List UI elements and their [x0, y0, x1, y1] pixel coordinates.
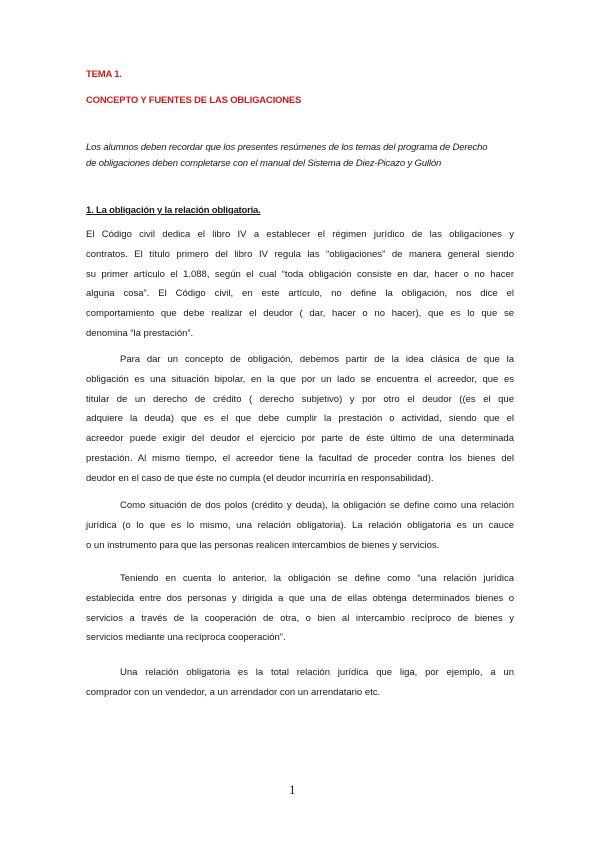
paragraph-line: obligación es una situación bipolar, en la que por un lado se encuentra el acreedor, que es: [86, 373, 514, 385]
note-line: Los alumnos deben recordar que los presentes resúmenes de los temas del programa de Derecho: [86, 142, 488, 153]
paragraph-line: Como situación de dos polos (crédito y deuda), la obligación se define como una relación: [120, 500, 514, 511]
paragraph-line: comportamiento que debe realizar el deudor ( dar, hacer o no hacer), que es lo que se: [86, 308, 514, 320]
paragraph-line: denomina “la prestación”.: [86, 327, 194, 339]
document-subtitle: CONCEPTO Y FUENTES DE LAS OBLIGACIONES: [86, 95, 302, 106]
paragraph-line: comprador con un vendedor, a un arrendador con un arrendatario etc.: [86, 686, 381, 698]
paragraph-line: servicios mediante una recíproca cooperación”.: [86, 632, 286, 644]
paragraph: [86, 353, 514, 492]
paragraph-line: deudor en el caso de que éste no cumpla (el deudor incurriría en responsabilidad).: [86, 472, 434, 484]
paragraph-line: contratos. El título primero del libro IV regula las “obligaciones” de manera general siendo: [86, 248, 514, 260]
paragraph-line: prestación. Al mismo tiempo, el acreedor tiene la facultad de proceder contra los bienes del: [86, 452, 514, 464]
paragraph-line: establecida entre dos personas y dirigida a que una de ellas obtenga determinados bienes o: [86, 592, 514, 604]
paragraph-line: adquiere la deuda) que es el que debe cumplir la prestación o actividad, siendo que el: [86, 413, 514, 425]
paragraph: [86, 666, 514, 706]
paragraph: [86, 228, 514, 347]
paragraph: [86, 499, 514, 558]
page-number: 1: [289, 782, 296, 797]
note-line: de obligaciones deben completarse con el manual del Sistema de Diez-Picazo y Gullón: [86, 158, 442, 169]
paragraph-line: Teniendo en cuenta lo anterior, la obligación se define como “una relación jurídica: [120, 573, 514, 584]
paragraph-line: acreedor puede exigir del deudor el ejercicio por parte de éste último de una determinada: [86, 433, 514, 445]
paragraph-line: servicios a través de la cooperación de otra, o bien al intercambio recíproco de bienes y: [86, 612, 514, 624]
paragraph-line: Para dar un concepto de obligación, debemos partir de la idea clásica de que la: [120, 354, 514, 365]
section-heading: 1. La obligación y la relación obligatoria.: [86, 205, 261, 216]
paragraph-line: su primer artículo el 1.088, según el cual “toda obligación consiste en dar, hacer o no hacer: [86, 268, 514, 280]
paragraph-line: El Código civil dedica el libro IV a establecer el régimen jurídico de las obligaciones y: [86, 229, 514, 240]
paragraph-line: Una relación obligatoria es la total relación jurídica que liga, por ejemplo, a un: [120, 667, 514, 678]
paragraph-line: alguna cosa”. El Código civil, en este artículo, no define la obligación, nos dice el: [86, 288, 514, 300]
paragraph-line: jurídica (o lo que es lo mismo, una relación obligatoria). La relación obligatoria es un cauce: [86, 519, 514, 531]
paragraph-line: titular de un derecho de crédito ( derecho subjetivo) y por otro el deudor ((es el que: [86, 393, 514, 405]
document-title: TEMA 1.: [86, 69, 122, 80]
paragraph-line: o un instrumento para que las personas realicen intercambios de bienes y servicios.: [86, 539, 440, 551]
paragraph: [86, 572, 514, 651]
